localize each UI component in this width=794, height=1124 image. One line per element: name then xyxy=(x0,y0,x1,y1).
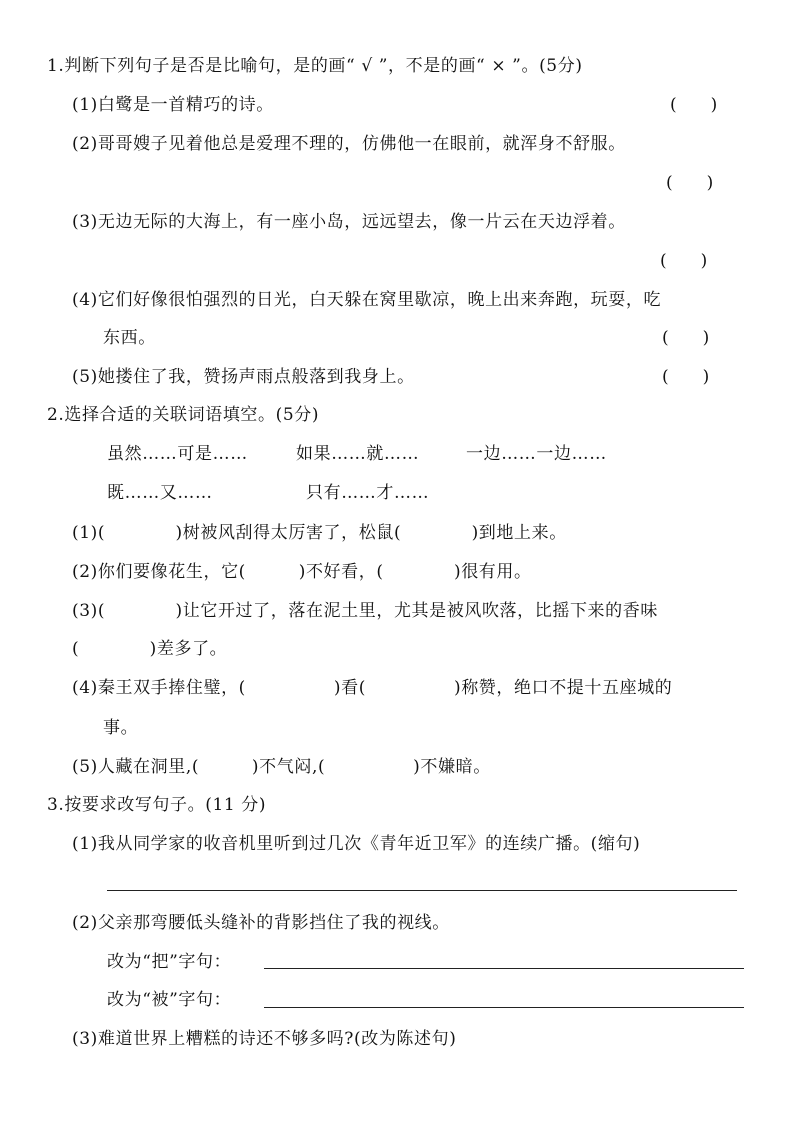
q2-item-3: (3)( )让它开过了，落在泥土里，尤其是被风吹落，比摇下来的香味 xyxy=(72,601,658,621)
ba-sentence-label: 改为“把”字句： xyxy=(107,952,232,972)
q1-title: 1.判断下列句子是否是比喻句，是的画“ √ ”，不是的画“ × ”。(5分) xyxy=(47,56,583,76)
q2-item-4-continued: 事。 xyxy=(103,718,139,738)
q2-item-2: (2)你们要像花生，它( )不好看，( )很有用。 xyxy=(72,562,532,582)
q1-item-4-continued: 东西。 xyxy=(103,328,156,348)
q3-item-1-answer-line[interactable] xyxy=(107,890,737,891)
q3-item-3: (3)难道世界上糟糕的诗还不够多吗?(改为陈述句) xyxy=(72,1029,457,1049)
ba-sentence-answer-line[interactable] xyxy=(264,968,744,969)
q2-option: 既……又…… xyxy=(107,483,213,503)
q3-item-1: (1)我从同学家的收音机里听到过几次《青年近卫军》的连续广播。(缩句) xyxy=(72,834,641,854)
q1-answer-blank-5[interactable]: ( ) xyxy=(662,367,710,387)
q2-option: 只有……才…… xyxy=(306,483,430,503)
q1-answer-blank-2[interactable]: ( ) xyxy=(666,173,714,193)
q3-title: 3.按要求改写句子。(11 分) xyxy=(47,795,267,815)
q2-title: 2.选择合适的关联词语填空。(5分) xyxy=(47,405,320,425)
q2-option: 如果……就…… xyxy=(296,444,420,464)
q1-item-5: (5)她搂住了我，赞扬声雨点般落到我身上。 xyxy=(72,367,415,387)
q1-answer-blank-3[interactable]: ( ) xyxy=(660,251,708,271)
q1-item-4: (4)它们好像很怕强烈的日光，白天躲在窝里歇凉，晚上出来奔跑，玩耍，吃 xyxy=(72,290,662,310)
q1-answer-blank-4[interactable]: ( ) xyxy=(662,328,710,348)
q2-item-3-continued: ( )差多了。 xyxy=(72,639,228,659)
q2-option: 一边……一边…… xyxy=(466,444,607,464)
q1-answer-blank-1[interactable]: ( ) xyxy=(670,95,718,115)
bei-sentence-label: 改为“被”字句： xyxy=(107,990,232,1010)
q2-item-5: (5)人藏在洞里,( )不气闷,( )不嫌暗。 xyxy=(72,757,491,777)
q1-item-1: (1)白鹭是一首精巧的诗。 xyxy=(72,95,274,115)
q2-item-1: (1)( )树被风刮得太厉害了，松鼠( )到地上来。 xyxy=(72,523,567,543)
q2-option: 虽然……可是…… xyxy=(107,444,248,464)
q1-item-2: (2)哥哥嫂子见着他总是爱理不理的，仿佛他一在眼前，就浑身不舒服。 xyxy=(72,134,626,154)
q2-item-4: (4)秦王双手捧住璧，( )看( )称赞，绝口不提十五座城的 xyxy=(72,678,673,698)
q1-item-3: (3)无边无际的大海上，有一座小岛，远远望去，像一片云在天边浮着。 xyxy=(72,212,626,232)
q3-item-2: (2)父亲那弯腰低头缝补的背影挡住了我的视线。 xyxy=(72,913,450,933)
bei-sentence-answer-line[interactable] xyxy=(264,1007,744,1008)
